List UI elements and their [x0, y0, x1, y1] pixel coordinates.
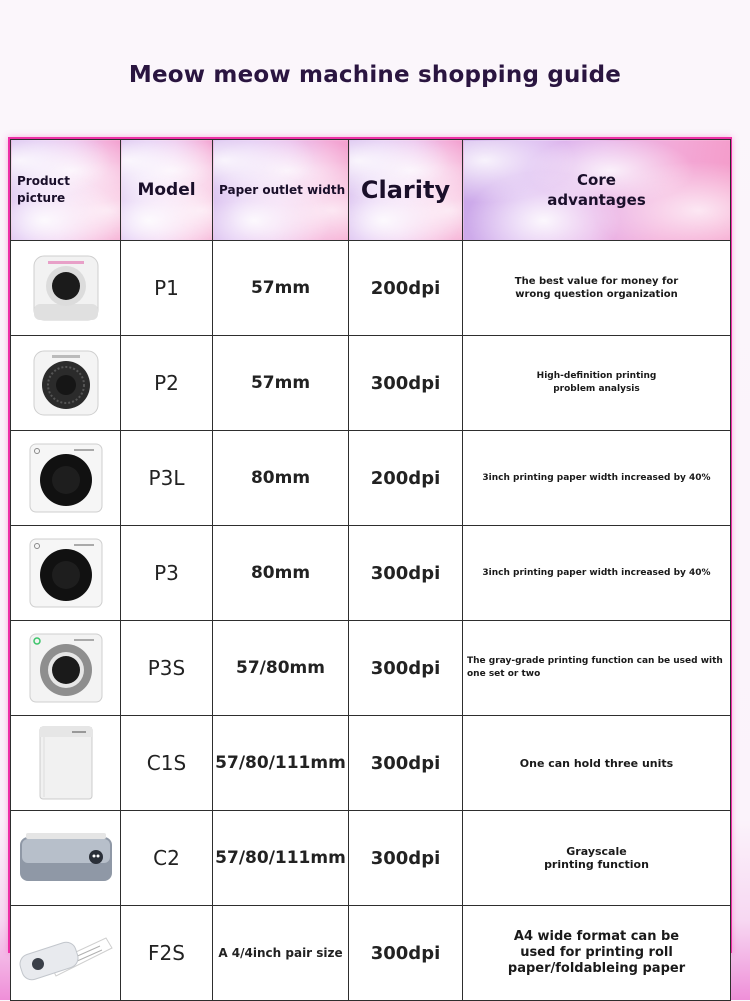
- clarity-cell: 300dpi: [349, 716, 463, 811]
- product-picture-cell: [11, 716, 121, 811]
- clarity-cell: 300dpi: [349, 336, 463, 431]
- comparison-table: [10, 139, 731, 1001]
- product-picture-cell: [11, 431, 121, 526]
- header-clarity: Clarity: [349, 140, 463, 241]
- product-picture-cell: [11, 336, 121, 431]
- table-row: [11, 716, 731, 811]
- product-picture-cell: [11, 621, 121, 716]
- table-row: [11, 621, 731, 716]
- advantage-cell: The best value for money for wrong question organization: [463, 241, 731, 336]
- header-paper-width: Paper outlet width: [213, 140, 349, 241]
- header-product-picture: Product picture: [11, 140, 121, 241]
- table-row: [11, 906, 731, 1001]
- clarity-cell: 300dpi: [349, 906, 463, 1001]
- clarity-cell: 200dpi: [349, 241, 463, 336]
- paper-width-cell: 57mm: [213, 241, 349, 336]
- table-row: [11, 336, 731, 431]
- printer-p3-icon: [24, 535, 108, 611]
- table-row: [11, 431, 731, 526]
- paper-width-cell: 80mm: [213, 431, 349, 526]
- printer-p1-icon: [24, 250, 108, 326]
- table-row: [11, 241, 731, 336]
- advantage-cell: High-definition printing problem analysis: [463, 336, 731, 431]
- product-picture-cell: [11, 526, 121, 621]
- paper-width-cell: 57/80mm: [213, 621, 349, 716]
- table-header-row: [11, 140, 731, 241]
- advantage-cell: The gray-grade printing function can be used with one set or two: [463, 621, 731, 716]
- product-picture-cell: [11, 906, 121, 1001]
- table-row: [11, 811, 731, 906]
- model-cell: C1S: [121, 716, 213, 811]
- printer-f2s-icon: [16, 918, 116, 988]
- paper-width-cell: A 4/4inch pair size: [213, 906, 349, 1001]
- model-cell: P3L: [121, 431, 213, 526]
- header-core-advantages: Core advantages: [463, 140, 731, 241]
- advantage-cell: Grayscale printing function: [463, 811, 731, 906]
- model-cell: C2: [121, 811, 213, 906]
- table-row: [11, 526, 731, 621]
- printer-c2-icon: [16, 823, 116, 893]
- paper-width-cell: 57/80/111mm: [213, 811, 349, 906]
- printer-p3s-icon: [24, 630, 108, 706]
- printer-p2-icon: [24, 345, 108, 421]
- model-cell: P2: [121, 336, 213, 431]
- advantage-cell: One can hold three units: [463, 716, 731, 811]
- paper-width-cell: 80mm: [213, 526, 349, 621]
- paper-width-cell: 57mm: [213, 336, 349, 431]
- page-title: Meow meow machine shopping guide: [128, 62, 622, 88]
- advantage-cell: 3inch printing paper width increased by 40%: [463, 526, 731, 621]
- advantage-cell: A4 wide format can be used for printing roll paper/foldableing paper: [463, 906, 731, 1001]
- printer-p3l-icon: [24, 440, 108, 516]
- product-picture-cell: [11, 241, 121, 336]
- paper-width-cell: 57/80/111mm: [213, 716, 349, 811]
- model-cell: P3S: [121, 621, 213, 716]
- clarity-cell: 300dpi: [349, 621, 463, 716]
- model-cell: P1: [121, 241, 213, 336]
- clarity-cell: 300dpi: [349, 526, 463, 621]
- printer-c1s-icon: [24, 723, 108, 803]
- clarity-cell: 300dpi: [349, 811, 463, 906]
- clarity-cell: 200dpi: [349, 431, 463, 526]
- advantage-cell: 3inch printing paper width increased by 40%: [463, 431, 731, 526]
- product-picture-cell: [11, 811, 121, 906]
- header-model: Model: [121, 140, 213, 241]
- model-cell: P3: [121, 526, 213, 621]
- model-cell: F2S: [121, 906, 213, 1001]
